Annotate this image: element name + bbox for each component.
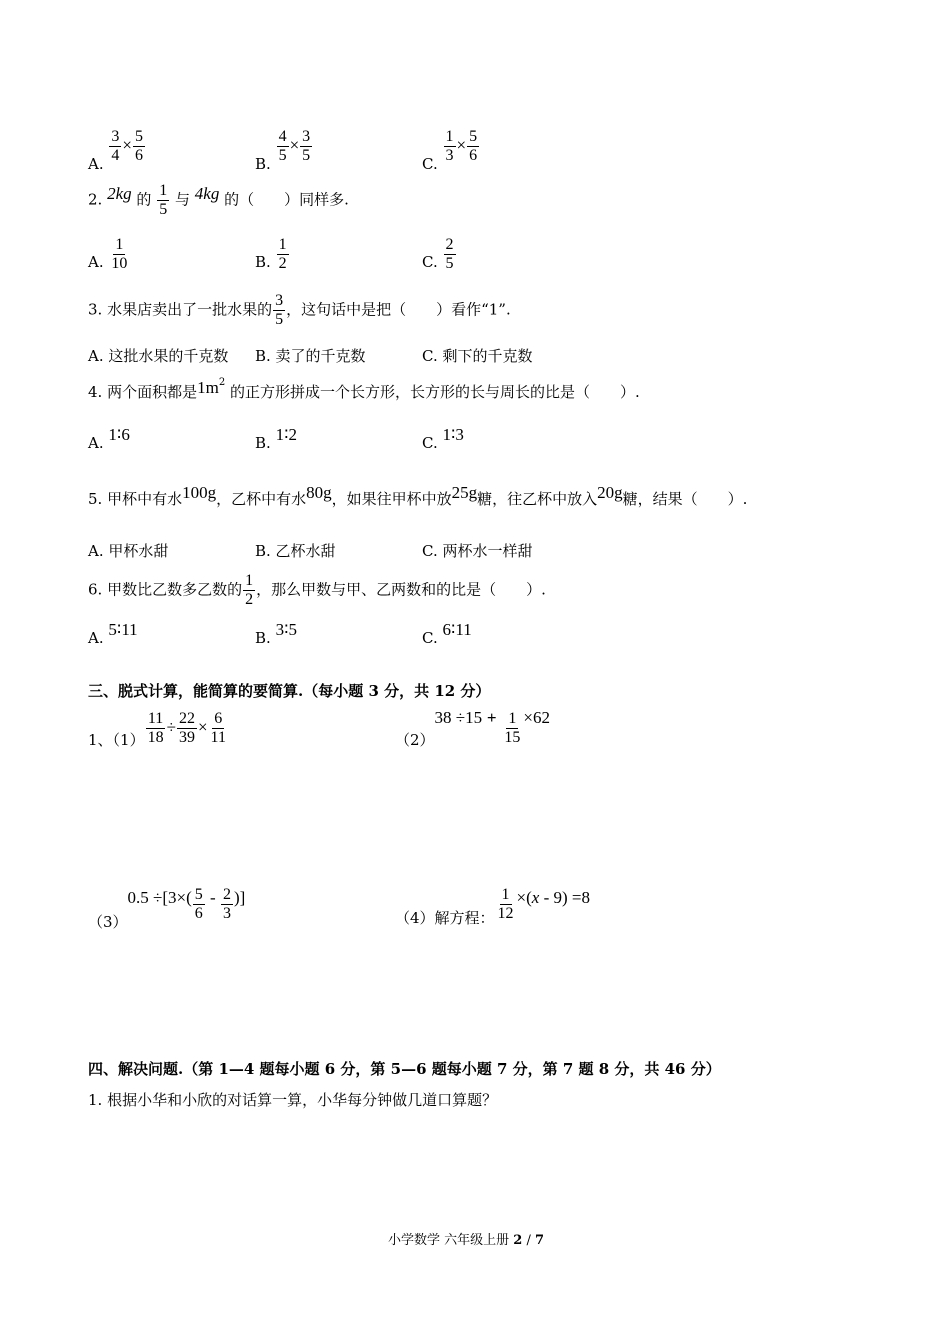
q5-option-a: A. 甲杯水甜 [88,542,169,560]
q5-option-b: B. 乙杯水甜 [255,542,336,560]
q3-option-b: B. 卖了的千克数 [255,347,366,365]
fraction: $\frac{2}{3}$ [222,886,231,922]
fraction: $\frac{5}{6}$ [469,128,478,164]
q1-option-a: A. $\frac{3}{4}$ × $\frac{5}{6}$ [88,128,143,173]
fraction: $\frac{1}{12}$ [497,886,514,922]
fraction: $\frac{3}{5}$ [302,128,311,164]
fraction: $\frac{22}{39}$ [178,710,195,746]
q2-option-b: B. $\frac{1}{2}$ [255,236,287,272]
fraction: $\frac{1}{10}$ [111,236,128,272]
question-4: 4. 两个面积都是$1m^2$ 的正方形拼成一个长方形，长方形的长与周长的比是（ ）. [88,377,640,401]
q3-option-a: A. 这批水果的千克数 [88,347,229,365]
fraction: $\frac{3}{5}$ [275,292,284,328]
question-5: 5. 甲杯中有水100g，乙杯中有水80g，如果往甲杯中放25g糖，往乙杯中放入20g糖，结果（ ）. [88,483,748,508]
times-sign: × [456,135,467,155]
fraction: $\frac{1}{15}$ [504,710,521,746]
q4-option-a: A. 1∶6 [88,425,130,452]
calc-problem-4: （4）解方程： $\frac{1}{12}$ ×(x - 9) =8 [395,886,591,927]
section-3-title: 三、脱式计算，能简算的要简算.（每小题 3 分，共 12 分） [88,682,491,700]
q2-option-c: C. $\frac{2}{5}$ [422,236,454,272]
q6-option-c: C. 6∶11 [422,620,472,647]
fraction: $\frac{1}{2}$ [245,572,254,608]
fraction: $\frac{1}{2}$ [278,236,287,272]
q6-option-b: B. 3∶5 [255,620,298,647]
fraction: $\frac{1}{3}$ [445,128,454,164]
q2-option-a: A. $\frac{1}{10}$ [88,236,128,272]
calc-problem-2: （2）38 ÷15 + $\frac{1}{15}$ ×62 [395,707,550,749]
q3-option-c: C. 剩下的千克数 [422,347,533,365]
fraction: $\frac{1}{5}$ [159,182,168,218]
q1-option-c: C. $\frac{1}{3}$ × $\frac{5}{6}$ [422,128,478,173]
fraction: $\frac{5}{6}$ [134,128,143,164]
calc-problem-3: （3）0.5 ÷[3×( $\frac{5}{6}$ - $\frac{2}{3}$ )] [88,886,246,931]
times-sign: × [122,135,132,155]
fraction: $\frac{3}{4}$ [111,128,120,164]
page-total: 7 [534,1233,545,1248]
page-footer: 小学数学 六年级上册 2 / 7 [388,1233,545,1248]
fraction: $\frac{4}{5}$ [278,128,287,164]
fraction: $\frac{11}{18}$ [147,710,164,746]
times-sign: × [289,135,300,155]
fraction: $\frac{5}{6}$ [194,886,203,922]
question-3: 3. 水果店卖出了一批水果的 $\frac{3}{5}$ ，这句话中是把（ ）看作“1”. [88,292,511,328]
section-4-title: 四、解决问题.（第 1—4 题每小题 6 分，第 5—6 题每小题 7 分，第 7 题 8 分，共 46 分） [88,1060,721,1078]
q6-option-a: A. 5∶11 [88,620,138,647]
calc-problem-1: 1、（1） $\frac{11}{18}$ ÷ $\frac{22}{39}$ × $\frac{6}{11}$ [88,710,226,749]
q4-option-c: C. 1∶3 [422,425,464,452]
question-2: 2. 2kg 的 $\frac{1}{5}$ 与 4kg 的（ ）同样多. [88,182,349,218]
fraction: $\frac{6}{11}$ [210,710,226,746]
page-number: 2 [513,1233,523,1248]
problem-4-1: 1. 根据小华和小欣的对话算一算，小华每分钟做几道口算题？ [88,1091,498,1109]
fraction: $\frac{2}{5}$ [445,236,454,272]
question-6: 6. 甲数比乙数多乙数的 $\frac{1}{2}$ ，那么甲数与甲、乙两数和的比是（ ）. [88,572,546,608]
q1-option-b: B. $\frac{4}{5}$ × $\frac{3}{5}$ [255,128,311,173]
q5-option-c: C. 两杯水一样甜 [422,542,533,560]
q4-option-b: B. 1∶2 [255,425,298,452]
